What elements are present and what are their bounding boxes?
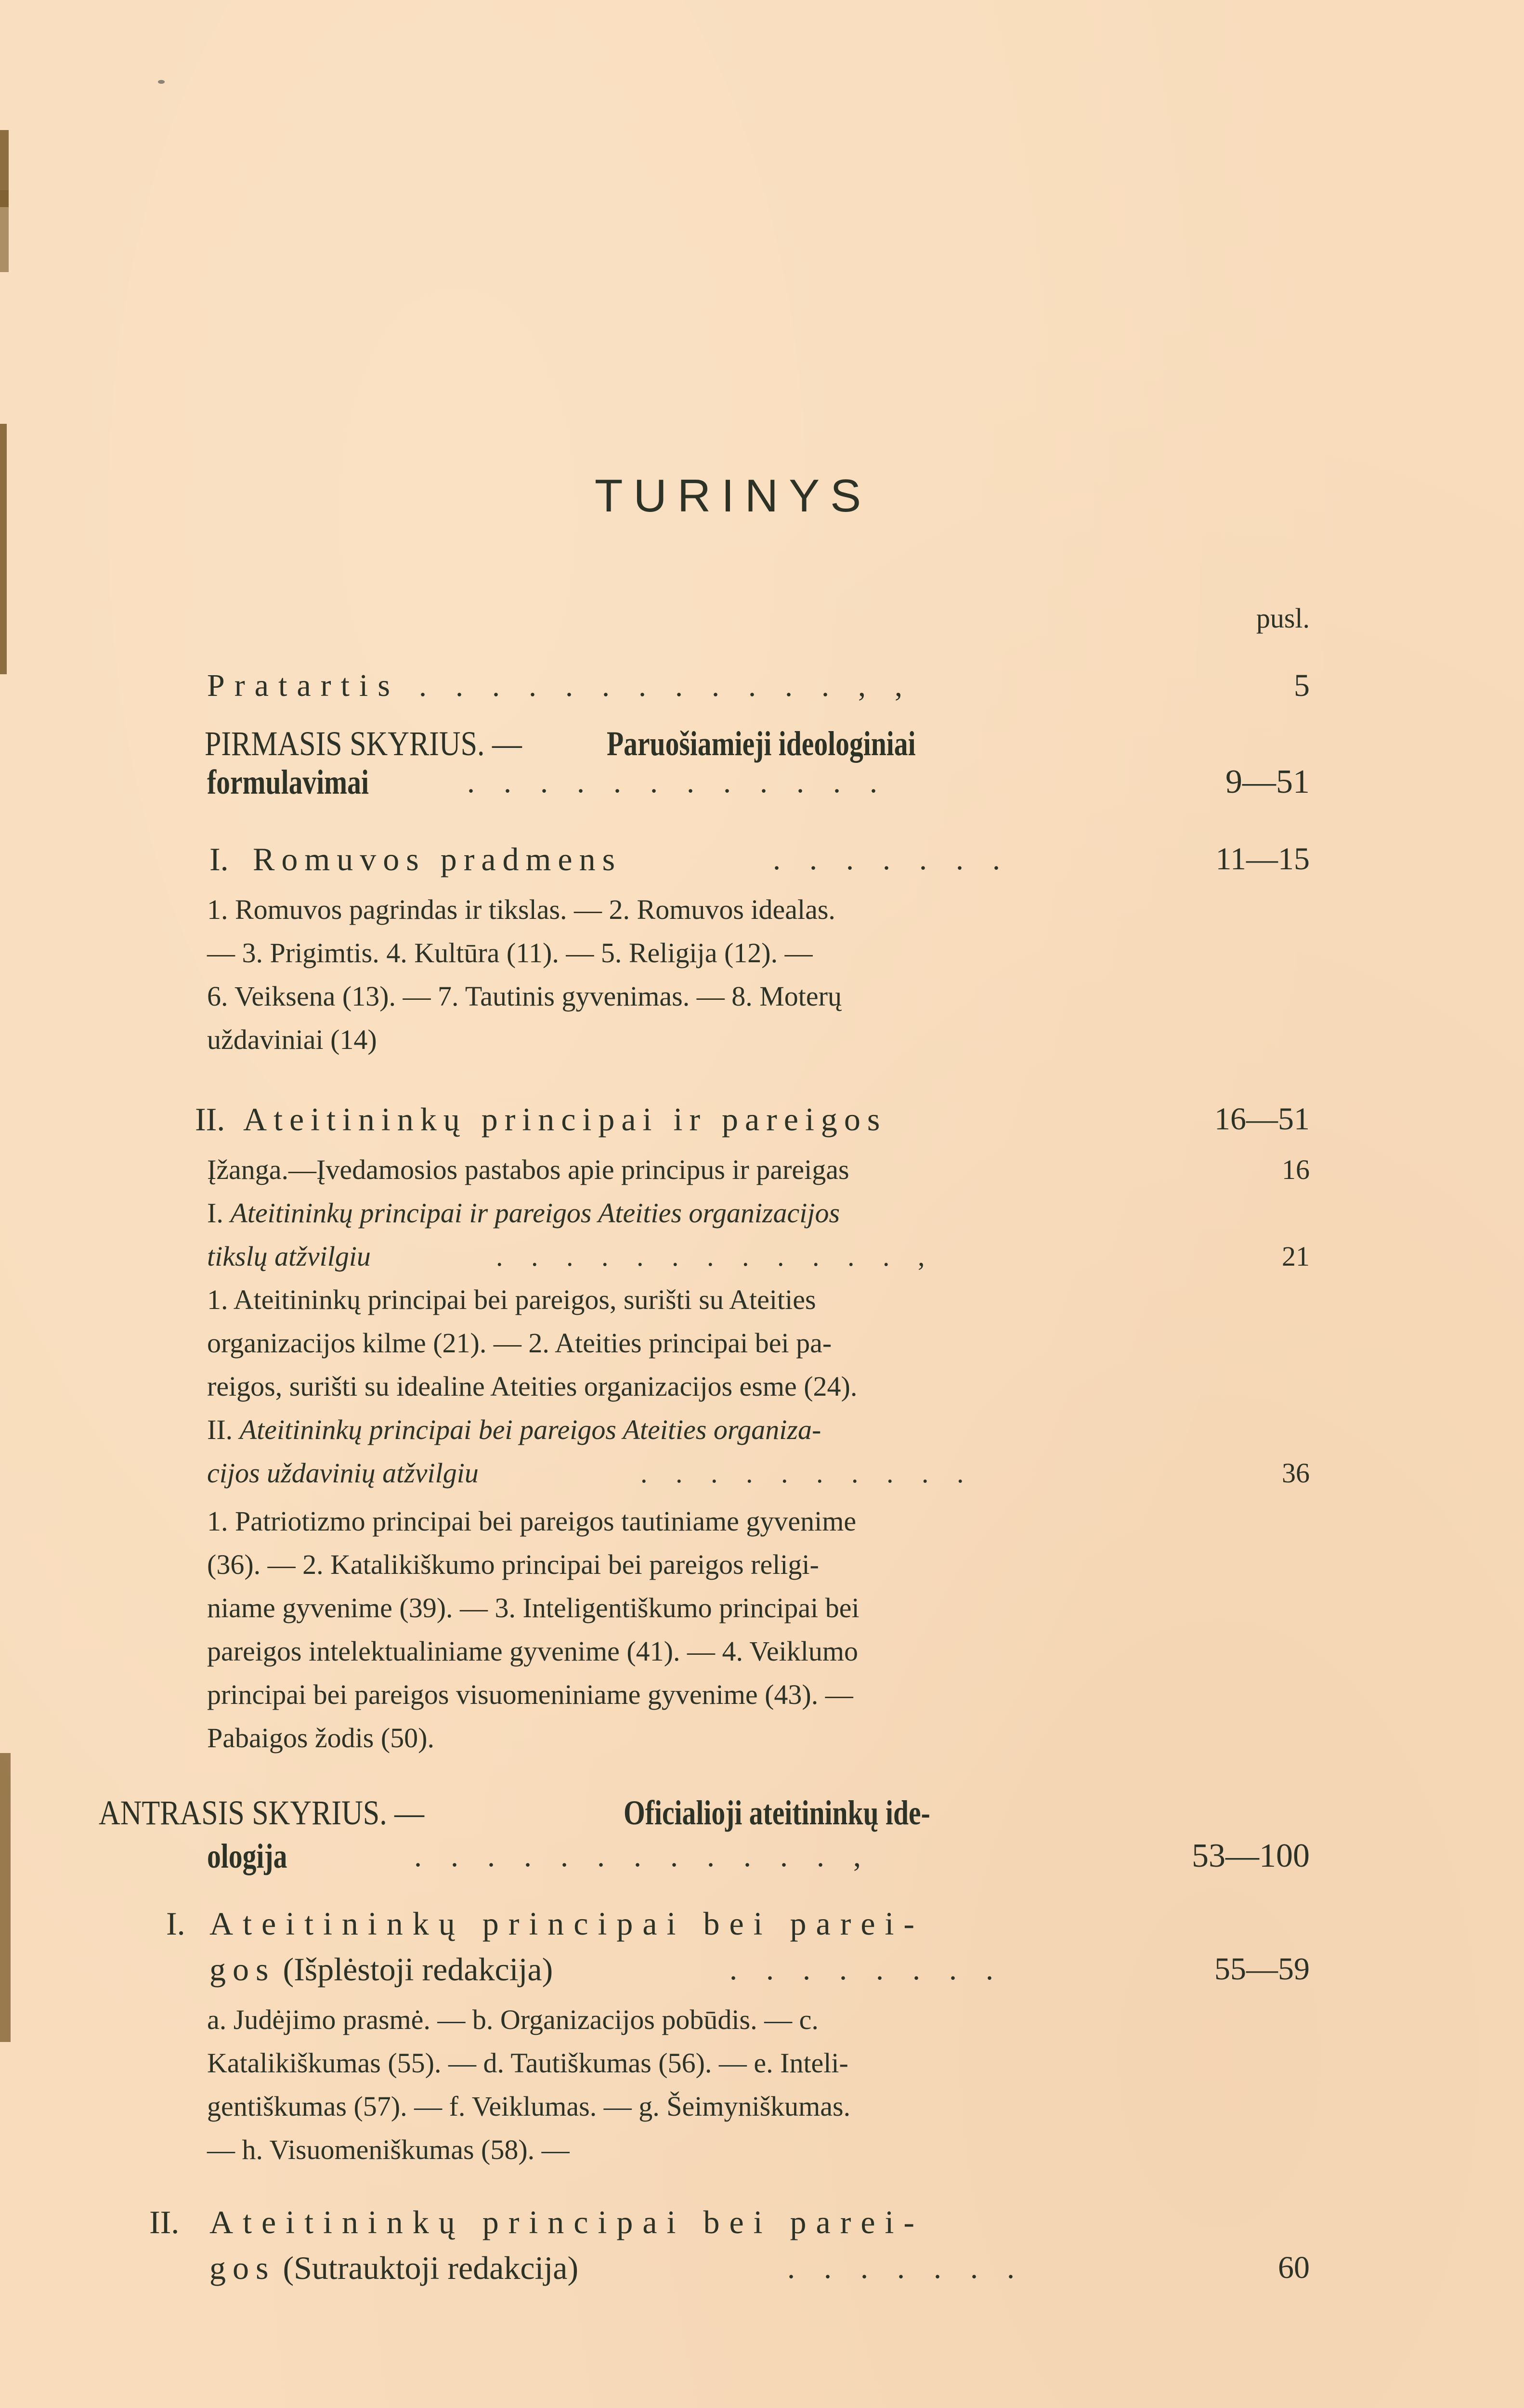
page-column-header: pusl. bbox=[1256, 602, 1310, 634]
section-title-spaced: gos bbox=[209, 2250, 275, 2286]
subsection-entry-cont bbox=[207, 1452, 1112, 1494]
dot-leader: . . . . . . . bbox=[773, 842, 1011, 876]
page-edge-shadow bbox=[0, 190, 9, 272]
section-summary-line: 6. Veiksena (13). — 7. Tautinis gyvenimas. — 8. Moterų bbox=[207, 981, 842, 1012]
page-range: 9—51 bbox=[1225, 763, 1310, 800]
subsection-summary-line: Pabaigos žodis (50). bbox=[207, 1722, 434, 1754]
section-title: Romuvos pradmens bbox=[253, 841, 622, 877]
chapter-title: Oficialioji ateitininkų ide- bbox=[624, 1793, 930, 1832]
subsection-number: I. bbox=[207, 1197, 223, 1229]
ink-speck bbox=[158, 80, 165, 84]
section-number: II. bbox=[149, 2204, 180, 2240]
subsection-title: Ateitininkų principai bei pareigos Ateities organiza- bbox=[239, 1414, 821, 1445]
page-number: 16 bbox=[1282, 1154, 1310, 1185]
page-edge-shadow bbox=[0, 424, 7, 674]
chapter-heading-2[interactable] bbox=[99, 1792, 1004, 1835]
page-title: TURINYS bbox=[594, 470, 872, 522]
subsection-summary-line: reigos, surišti su idealine Ateities organizacijos esme (24). bbox=[207, 1371, 858, 1402]
section-entry[interactable] bbox=[166, 1902, 1071, 1946]
dot-leader: . . . . . . . . bbox=[729, 1952, 1004, 1986]
intro-entry[interactable] bbox=[207, 1149, 1112, 1191]
page-number: 36 bbox=[1282, 1457, 1310, 1489]
section-title-rest: (Sutrauktoji redakcija) bbox=[283, 2250, 579, 2286]
section-entry-cont bbox=[209, 1948, 1115, 1991]
section-title: Ateitininkų principai bei parei- bbox=[209, 2204, 925, 2240]
chapter-heading-1-cont bbox=[207, 761, 1112, 805]
subsection-summary-line: niame gyvenime (39). — 3. Inteligentiškumo principai bei bbox=[207, 1592, 860, 1623]
section-summary-line: a. Judėjimo prasmė. — b. Organizacijos pobūdis. — c. bbox=[207, 2004, 819, 2035]
subsection-title: Ateitininkų principai ir pareigos Ateities organizacijos bbox=[230, 1197, 840, 1229]
section-title: Ateitininkų principai ir pareigos bbox=[243, 1101, 887, 1138]
section-number: I. bbox=[209, 841, 229, 877]
section-summary-line: uždaviniai (14) bbox=[207, 1024, 377, 1055]
section-title: Ateitininkų principai bei parei- bbox=[209, 1905, 925, 1942]
page-number: 60 bbox=[1278, 2250, 1310, 2285]
chapter-title-cont: ologija bbox=[207, 1837, 287, 1875]
subsection-number: II. bbox=[207, 1414, 233, 1445]
intro-text: Įžanga.—Įvedamosios pastabos apie principus ir pareigas bbox=[207, 1154, 849, 1185]
section-entry[interactable] bbox=[195, 1098, 1100, 1141]
section-summary-line: 1. Romuvos pagrindas ir tikslas. — 2. Romuvos idealas. bbox=[207, 894, 835, 925]
page-range: 16—51 bbox=[1214, 1101, 1310, 1137]
subsection-summary-line: 1. Patriotizmo principai bei pareigos tautiniame gyvenime bbox=[207, 1505, 857, 1537]
section-title-rest: (Išplėstoji redakcija) bbox=[283, 1951, 553, 1988]
chapter-heading-1[interactable] bbox=[205, 722, 1110, 766]
subsection-summary-line: principai bei pareigos visuomeniniame gyvenime (43). — bbox=[207, 1679, 853, 1710]
subsection-entry-cont bbox=[207, 1235, 1112, 1278]
dot-leader: . . . . . . . . . . . . , bbox=[496, 1241, 936, 1272]
dot-leader: . . . . . . . bbox=[787, 2251, 1025, 2285]
subsection-title-cont: cijos uždavinių atžvilgiu bbox=[207, 1457, 479, 1489]
chapter-label: PIRMASIS SKYRIUS. — bbox=[205, 724, 522, 763]
page-number: 5 bbox=[1294, 668, 1310, 703]
page-number: 21 bbox=[1282, 1241, 1310, 1272]
dot-leader: . . . . . . . . . . . . bbox=[467, 765, 888, 799]
subsection-summary-line: 1. Ateitininkų principai bei pareigos, surišti su Ateities bbox=[207, 1284, 816, 1315]
section-number: II. bbox=[195, 1101, 225, 1138]
page-edge-shadow bbox=[0, 1753, 11, 2042]
page-range: 53—100 bbox=[1192, 1837, 1310, 1874]
subsection-summary-line: organizacijos kilme (21). — 2. Ateities principai bei pa- bbox=[207, 1327, 832, 1359]
dot-leader: . . . . . . . . . . . . , bbox=[414, 1839, 872, 1873]
entry-label: Pratartis bbox=[207, 668, 400, 703]
chapter-title: Paruošiamieji ideologiniai bbox=[607, 724, 916, 763]
page-range: 11—15 bbox=[1215, 841, 1310, 877]
section-entry[interactable] bbox=[149, 2201, 1055, 2244]
section-summary-line: gentiškumas (57). — f. Veiklumas. — g. Šeimyniškumas. bbox=[207, 2091, 851, 2122]
section-summary-line: — h. Visuomeniškumas (58). — bbox=[207, 2134, 570, 2165]
subsection-title-cont: tikslų atžvilgiu bbox=[207, 1241, 371, 1272]
subsection-entry[interactable] bbox=[207, 1192, 1112, 1234]
dot-leader: . . . . . . . . . . . . , , bbox=[418, 668, 913, 703]
section-title-spaced: gos bbox=[209, 1951, 275, 1988]
subsection-summary-line: pareigos intelektualiniame gyvenime (41). — 4. Veiklumo bbox=[207, 1636, 858, 1667]
dot-leader: . . . . . . . . . . bbox=[640, 1457, 975, 1489]
chapter-heading-2-cont bbox=[207, 1835, 1112, 1879]
section-summary-line: Katalikiškumas (55). — d. Tautiškumas (56). — e. Inteli- bbox=[207, 2047, 848, 2079]
page-range: 55—59 bbox=[1214, 1951, 1310, 1987]
chapter-label: ANTRASIS SKYRIUS. — bbox=[99, 1793, 425, 1832]
section-entry[interactable] bbox=[209, 838, 1115, 881]
section-summary-line: — 3. Prigimtis. 4. Kultūra (11). — 5. Religija (12). — bbox=[207, 937, 813, 968]
subsection-summary-line: (36). — 2. Katalikiškumo principai bei pareigos religi- bbox=[207, 1549, 819, 1580]
chapter-title-cont: formulavimai bbox=[207, 763, 369, 801]
section-number: I. bbox=[166, 1905, 185, 1942]
toc-entry-preface[interactable] bbox=[207, 665, 1112, 707]
section-entry-cont bbox=[209, 2247, 1115, 2290]
subsection-entry[interactable] bbox=[207, 1409, 1112, 1451]
